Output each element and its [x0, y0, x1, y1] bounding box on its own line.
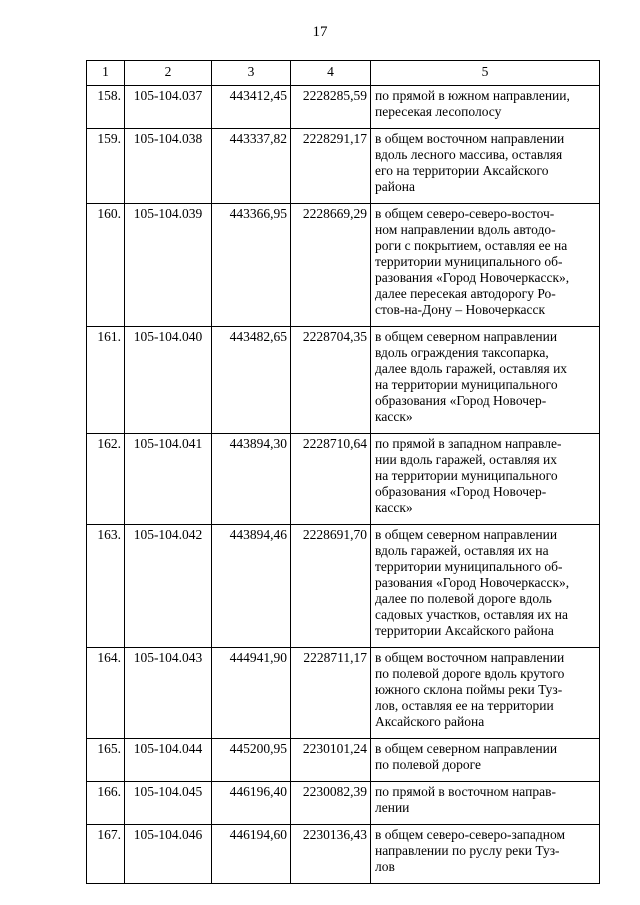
description-line: лении [375, 800, 410, 815]
coordinate-y-cell: 2228285,59 [291, 86, 371, 129]
column-header: 5 [371, 61, 600, 86]
table-row [87, 825, 600, 884]
description-line: образования «Город Новочер- [375, 393, 547, 408]
table-body [87, 86, 600, 884]
description-line: вдоль лесного массива, оставляя [375, 147, 563, 162]
coordinate-x-cell: 445200,95 [212, 739, 291, 782]
description-line: в общем северо-северо-западном [375, 827, 566, 842]
row-number-cell: 159. [87, 129, 125, 204]
row-number-cell: 163. [87, 525, 125, 648]
coordinate-x-cell: 443412,45 [212, 86, 291, 129]
point-code-cell: 105-104.037 [125, 86, 212, 129]
description-line: территории муниципального об- [375, 559, 563, 574]
row-number-cell: 161. [87, 327, 125, 434]
description-line: в общем северо-северо-восточ- [375, 206, 555, 221]
description-cell [371, 739, 600, 782]
description-line: территории Аксайского района [375, 623, 554, 638]
point-code-cell: 105-104.041 [125, 434, 212, 525]
coordinate-x-cell: 443366,95 [212, 204, 291, 327]
description-line: на территории муниципального [375, 377, 558, 392]
description-line: по прямой в восточном направ- [375, 784, 556, 799]
table-row [87, 129, 600, 204]
page-number: 17 [312, 24, 328, 40]
coordinate-x-cell: 446196,40 [212, 782, 291, 825]
description-line: лов, оставляя ее на территории [375, 698, 554, 713]
boundary-table [86, 60, 600, 884]
coordinate-x-cell: 443482,65 [212, 327, 291, 434]
description-line: в общем восточном направлении [375, 131, 565, 146]
description-line: территории муниципального об- [375, 254, 563, 269]
description-line: по прямой в южном направлении, [375, 88, 570, 103]
coordinate-y-cell: 2230082,39 [291, 782, 371, 825]
point-code-cell: 105-104.042 [125, 525, 212, 648]
table-row [87, 525, 600, 648]
description-line: в общем северном направлении [375, 741, 558, 756]
coordinate-y-cell: 2228710,64 [291, 434, 371, 525]
coordinate-x-cell: 444941,90 [212, 648, 291, 739]
description-line: далее пересекая автодорогу Ро- [375, 286, 556, 301]
description-line: по прямой в западном направле- [375, 436, 562, 451]
description-line: нии вдоль гаражей, оставляя их [375, 452, 558, 467]
description-line: направлении по руслу реки Туз- [375, 843, 560, 858]
description-line: разования «Город Новочеркасск», [375, 270, 570, 285]
point-code-cell: 105-104.044 [125, 739, 212, 782]
description-line: в общем восточном направлении [375, 650, 565, 665]
description-cell [371, 204, 600, 327]
table-header-row [87, 61, 600, 86]
coordinate-y-cell: 2228711,17 [291, 648, 371, 739]
description-line: вдоль гаражей, оставляя их на [375, 543, 549, 558]
row-number-cell: 160. [87, 204, 125, 327]
description-line: пересекая лесополосу [375, 104, 502, 119]
description-line: касск» [375, 409, 413, 424]
coordinate-y-cell: 2228691,70 [291, 525, 371, 648]
table-row [87, 648, 600, 739]
description-line: садовых участков, оставляя их на [375, 607, 568, 622]
coordinate-x-cell: 443894,46 [212, 525, 291, 648]
description-line: по полевой дороге [375, 757, 481, 772]
table-row [87, 327, 600, 434]
coordinate-y-cell: 2230136,43 [291, 825, 371, 884]
point-code-cell: 105-104.039 [125, 204, 212, 327]
coordinate-y-cell: 2228669,29 [291, 204, 371, 327]
description-cell [371, 327, 600, 434]
description-cell [371, 86, 600, 129]
description-line: по полевой дороге вдоль крутого [375, 666, 565, 681]
row-number-cell: 162. [87, 434, 125, 525]
table-row [87, 434, 600, 525]
row-number-cell: 166. [87, 782, 125, 825]
coordinate-x-cell: 443337,82 [212, 129, 291, 204]
row-number-cell: 164. [87, 648, 125, 739]
description-line: района [375, 179, 415, 194]
description-line: в общем северном направлении [375, 527, 558, 542]
description-line: на территории муниципального [375, 468, 558, 483]
coordinate-y-cell: 2228704,35 [291, 327, 371, 434]
point-code-cell: 105-104.043 [125, 648, 212, 739]
point-code-cell: 105-104.040 [125, 327, 212, 434]
description-cell [371, 525, 600, 648]
point-code-cell: 105-104.045 [125, 782, 212, 825]
description-line: далее вдоль гаражей, оставляя их [375, 361, 568, 376]
point-code-cell: 105-104.038 [125, 129, 212, 204]
table-row [87, 204, 600, 327]
description-line: Аксайского района [375, 714, 485, 729]
description-cell [371, 782, 600, 825]
row-number-cell: 158. [87, 86, 125, 129]
table-row [87, 782, 600, 825]
point-code-cell: 105-104.046 [125, 825, 212, 884]
coordinate-y-cell: 2228291,17 [291, 129, 371, 204]
description-cell [371, 648, 600, 739]
description-line: южного склона поймы реки Туз- [375, 682, 563, 697]
coordinate-x-cell: 446194,60 [212, 825, 291, 884]
coordinate-x-cell: 443894,30 [212, 434, 291, 525]
description-line: в общем северном направлении [375, 329, 558, 344]
table-row [87, 86, 600, 129]
description-line: образования «Город Новочер- [375, 484, 547, 499]
row-number-cell: 165. [87, 739, 125, 782]
column-header: 3 [212, 61, 291, 86]
description-line: касск» [375, 500, 413, 515]
coordinate-y-cell: 2230101,24 [291, 739, 371, 782]
description-cell [371, 434, 600, 525]
row-number-cell: 167. [87, 825, 125, 884]
description-line: ном направлении вдоль автодо- [375, 222, 556, 237]
description-line: стов-на-Дону – Новочеркасск [375, 302, 546, 317]
description-cell [371, 825, 600, 884]
description-cell [371, 129, 600, 204]
description-line: вдоль ограждения таксопарка, [375, 345, 549, 360]
description-line: лов [375, 859, 395, 874]
description-line: далее по полевой дороге вдоль [375, 591, 552, 606]
column-header: 2 [125, 61, 212, 86]
table-row [87, 739, 600, 782]
description-line: его на территории Аксайского [375, 163, 549, 178]
description-line: роги с покрытием, оставляя ее на [375, 238, 568, 253]
column-header: 4 [291, 61, 371, 86]
description-line: разования «Город Новочеркасск», [375, 575, 570, 590]
column-header: 1 [87, 61, 125, 86]
